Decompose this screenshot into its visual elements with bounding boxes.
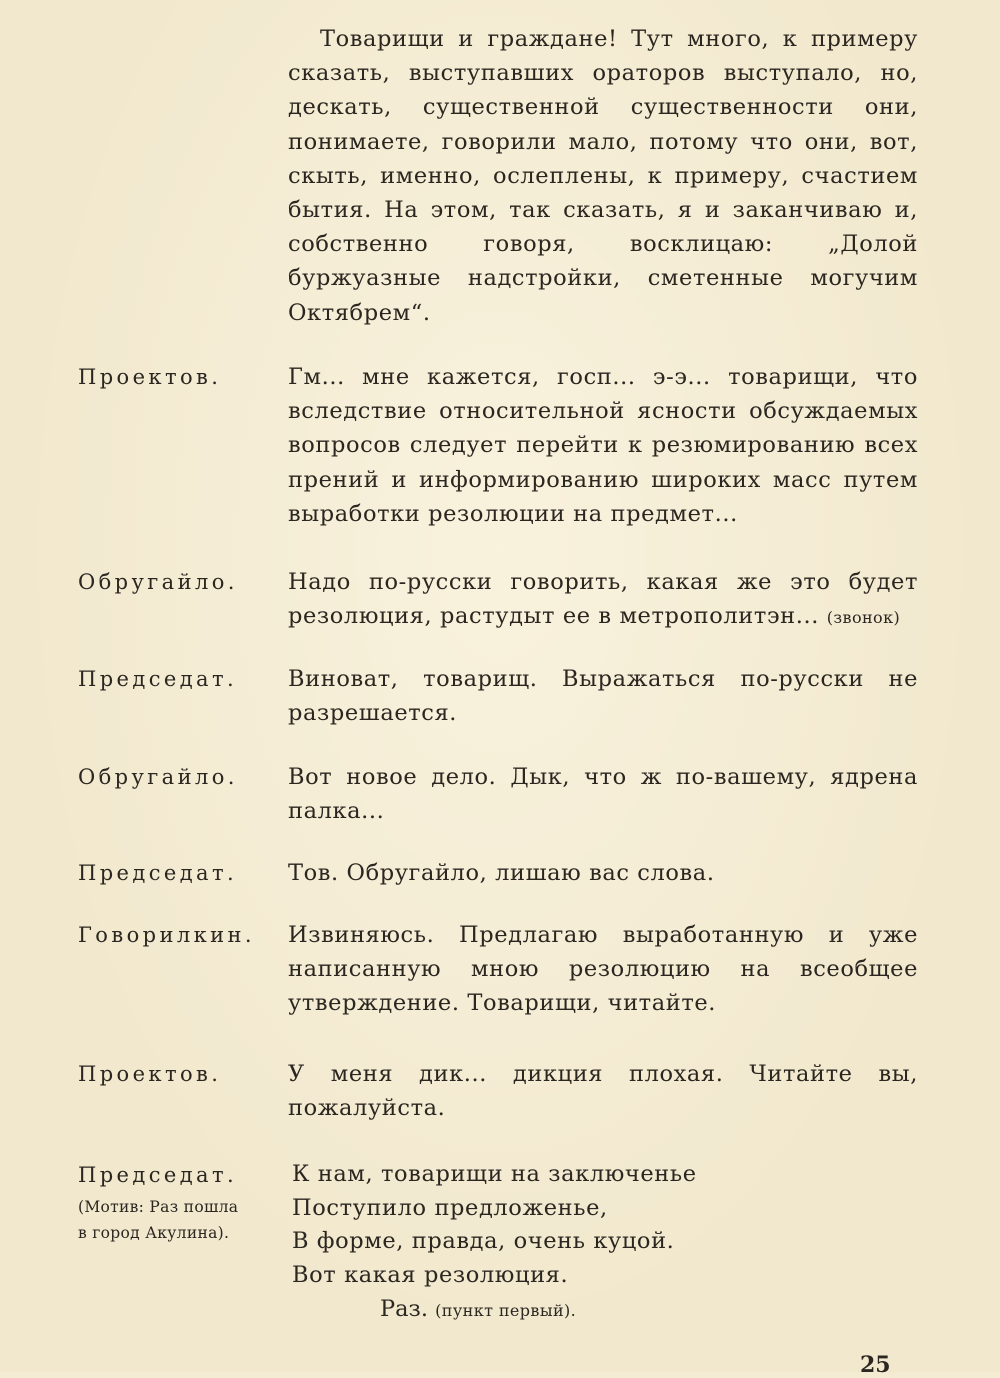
speaker-name: Обругайло. (78, 570, 238, 594)
speaker-name: Проектов. (78, 365, 222, 389)
point-label: Раз. (380, 1296, 428, 1322)
verse-line: Поступило предложенье, (292, 1194, 608, 1221)
speaker-name: Обругайло. (78, 765, 238, 789)
resolution-point (292, 1292, 932, 1328)
speaker-name: Председат. (78, 667, 238, 691)
speaker-name: Говорилкин. (78, 923, 255, 947)
stage-direction-motive (78, 1194, 288, 1246)
verse-block (292, 1158, 932, 1328)
page-number: 25 (860, 1352, 891, 1378)
speech-text: У меня дик... дикция плохая. Читайте вы, пожалуйста. (288, 1061, 918, 1122)
speech-text: Извиняюсь. Предлагаю выработанную и уже написанную мною резолюцию на всеобщее утверждение. Товарищи, читайте. (288, 922, 918, 1017)
stage-direction: (звонок) (826, 608, 901, 628)
verse-line: В форме, правда, очень куцой. (292, 1228, 675, 1254)
opening-speech: Товарищи и граждане! Тут много, к примеру сказать, выступавших ораторов выступало, но, дескать, существенной существенности они, понимаете, говорили мало, потому что они, вот, скыть, именно, ослеплены, к примеру, счастием бытия. На этом, так сказать, я и заканчиваю и, собственно говоря, восклицаю: „Долой буржуазные надстройки, сметенные могучим Октябрем“. (288, 26, 918, 326)
speaker-name: Проектов. (78, 1062, 222, 1086)
verse-line: Вот какая резолюция. (292, 1261, 569, 1288)
speaker-name: Председат. (78, 861, 238, 885)
speech-text: Тов. Обругайло, лишаю вас слова. (288, 860, 715, 886)
motive-line: в город Акулина). (78, 1224, 230, 1242)
verse-line: К нам, товарищи на заключенье (292, 1161, 697, 1187)
speech-block (288, 565, 918, 635)
speech-text: Виноват, товарищ. Выражаться по-русски не разрешается. (288, 666, 918, 727)
speaker-name: Председат. (78, 1163, 238, 1187)
motive-line: (Мотив: Раз пошла (78, 1198, 239, 1216)
speech-text: Вот новое дело. Дык, что ж по-вашему, ядрена палка... (288, 764, 918, 825)
speech-text: Гм... мне кажется, госп... э-э... товарищи, что вследствие относительной ясности обсуждаемых вопросов следует перейти к резюмированию всех прений и информированию широких масс путем выработки резолюции на предмет... (288, 364, 918, 527)
speech-text: Надо по-русски говорить, какая же это будет резолюция, растудыт ее в метрополитэн... (288, 569, 918, 630)
point-note: (пункт первый). (435, 1301, 577, 1320)
